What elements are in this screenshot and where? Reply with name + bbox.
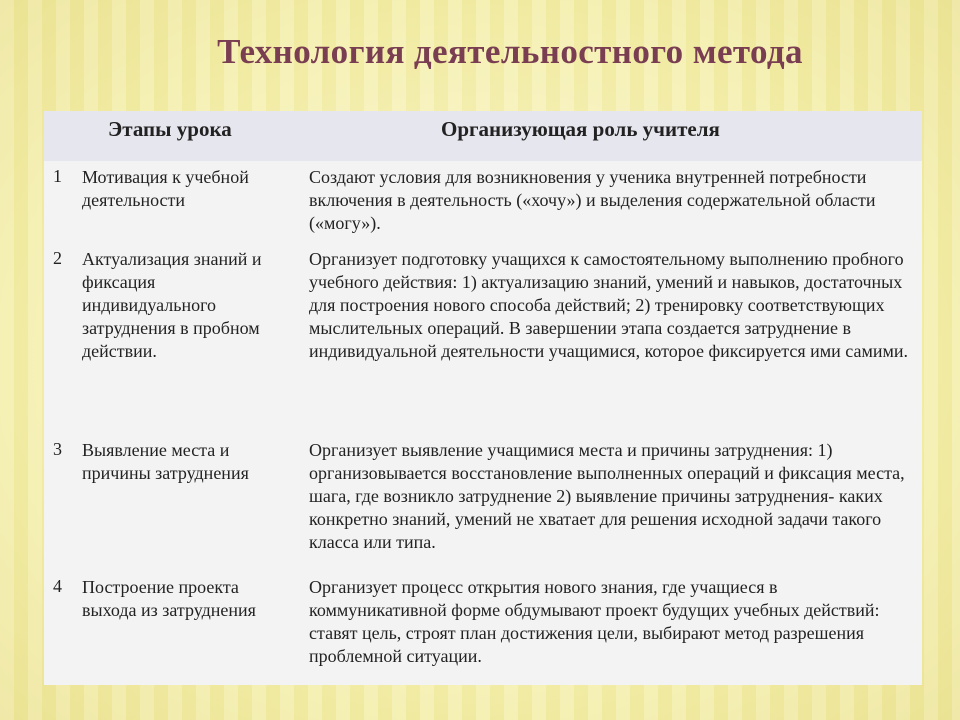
row-stage: Мотивация к учебной деятельности xyxy=(82,167,249,210)
slide-title: Технология деятельностного метода xyxy=(217,32,803,71)
stages-table xyxy=(44,111,922,685)
row-role: Организует выявление учащимися места и причины затруднения: 1) организовывается восстановление выполненных операций и фиксация места, шага, где возникло затруднение 2) выявление причины затруднения- каких конкретно знаний, умений не хватает для решения исходной задачи такого класса или типа. xyxy=(309,440,905,552)
header-role: Организующая роль учителя xyxy=(441,117,720,141)
table-header-row xyxy=(44,111,922,161)
row-stage: Актуализация знаний и фиксация индивидуального затруднения в пробном действии. xyxy=(82,249,262,361)
row-number: 4 xyxy=(53,576,62,596)
row-number: 2 xyxy=(53,248,62,268)
row-stage: Построение проекта выхода из затруднения xyxy=(82,577,256,620)
row-role: Создают условия для возникновения у ученика внутренней потребности включения в деятельность («хочу») и выделения содержательной области («могу»). xyxy=(309,167,876,233)
row-stage: Выявление места и причины затруднения xyxy=(82,440,249,483)
row-role: Организует подготовку учащихся к самостоятельному выполнению пробного учебного действия: 1) актуализацию знаний, умений и навыков, достаточных для построения нового способа действий; 2) тренировку соответствующих мыслительных операций. В завершении этапа создается затруднение в индивидуальной деятельности учащимися, которое фиксируется ими самими. xyxy=(309,249,909,361)
header-stage: Этапы урока xyxy=(108,117,232,141)
row-role: Организует процесс открытия нового знания, где учащиеся в коммуникативной форме обдумывают проект будущих учебных действий: ставят цель, строят план достижения цели, выбирают метод разрешения проблемной ситуации. xyxy=(309,577,880,666)
row-number: 3 xyxy=(53,439,62,459)
row-number: 1 xyxy=(53,166,62,186)
